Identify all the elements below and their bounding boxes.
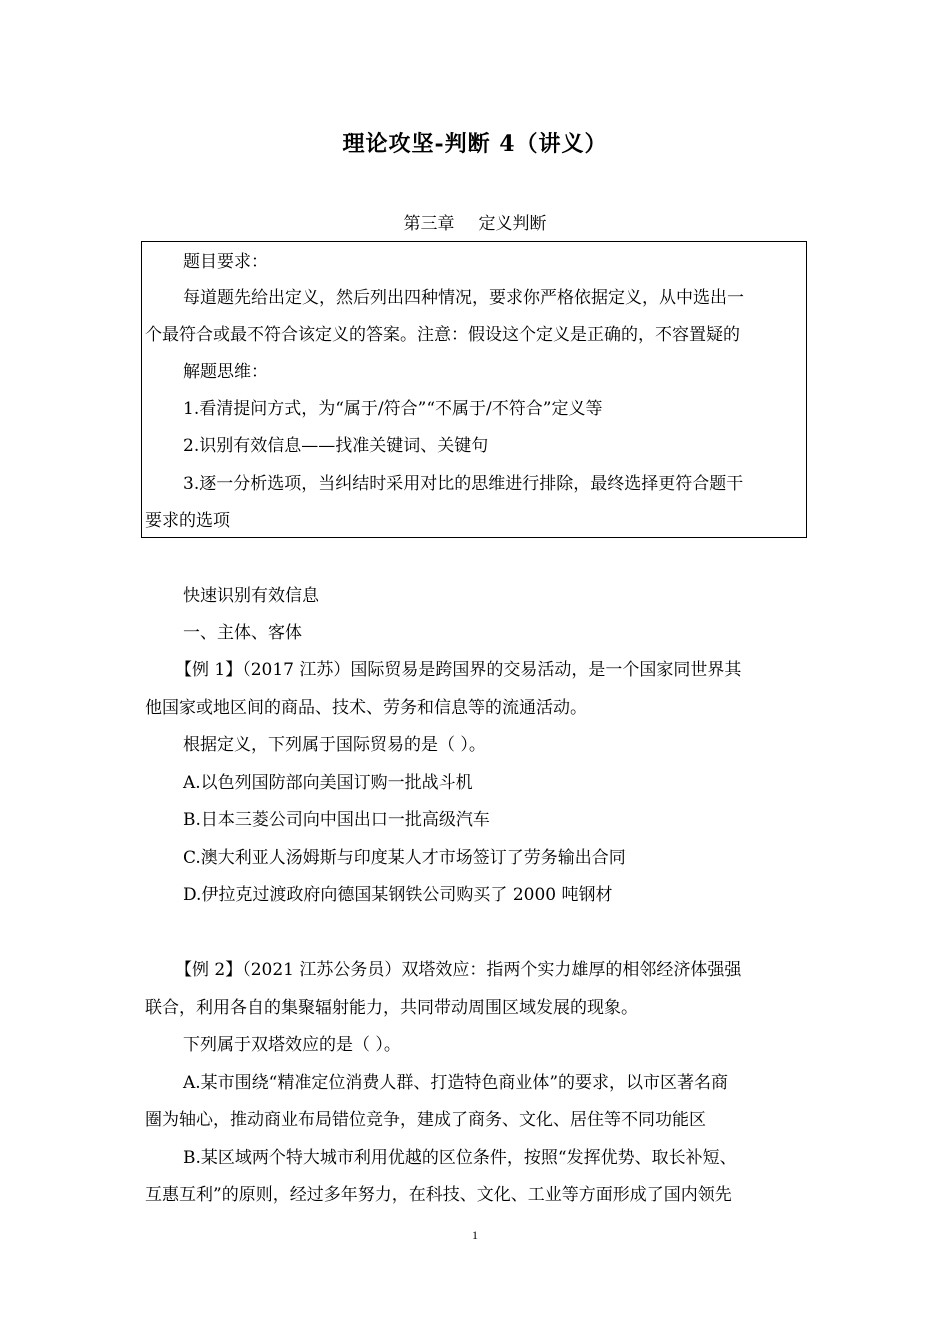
thinking-step-2: 2.识别有效信息——找准关键词、关键句 <box>183 436 489 456</box>
example-2-line2: 联合，利用各自的集聚辐射能力，共同带动周围区域发展的现象。 <box>145 998 638 1018</box>
example-2-question: 下列属于双塔效应的是（ ）。 <box>183 1035 401 1055</box>
example-1-line2: 他国家或地区间的商品、技术、劳务和信息等的流通活动。 <box>145 698 587 718</box>
requirements-desc-line2: 个最符合或最不符合该定义的答案。注意：假设这个定义是正确的，不容置疑的 <box>145 325 740 345</box>
example-1-line1 <box>175 658 741 682</box>
example-2-option-b-line2: 互惠互利”的原则，经过多年努力，在科技、文化、工业等方面形成了国内领先 <box>145 1185 732 1205</box>
example-2-option-b-line1: B.某区域两个特大城市利用优越的区位条件，按照“发挥优势、取长补短、 <box>183 1148 737 1168</box>
example-1-question: 根据定义，下列属于国际贸易的是（ ）。 <box>183 735 486 755</box>
example-2-line1 <box>175 958 741 982</box>
chapter-name: 定义判断 <box>478 214 547 234</box>
page-number: 1 <box>472 1228 478 1242</box>
example-2-option-a-line1: A.某市围绕“精准定位消费人群、打造特色商业体”的要求，以市区著名商 <box>183 1073 729 1093</box>
thinking-step-3-line2: 要求的选项 <box>145 511 230 531</box>
example-1-option-b: B.日本三菱公司向中国出口一批高级汽车 <box>183 810 490 830</box>
example-2-option-a-line2: 圈为轴心，推动商业布局错位竞争，建成了商务、文化、居住等不同功能区 <box>145 1110 706 1130</box>
example-2-label: 【例 2】 <box>175 960 243 980</box>
chapter-number: 第三章 <box>403 214 455 234</box>
example-1-option-a: A.以色列国防部向美国订购一批战斗机 <box>183 773 473 793</box>
requirements-heading: 题目要求： <box>183 252 268 272</box>
example-1-option-d: D.伊拉克过渡政府向德国某钢铁公司购买了 2000 吨钢材 <box>183 885 613 905</box>
chapter-heading <box>0 209 950 234</box>
section-heading: 快速识别有效信息 <box>183 586 319 606</box>
section-subheading: 一、主体、客体 <box>183 623 302 643</box>
thinking-step-3-line1: 3.逐一分析选项，当纠结时采用对比的思维进行排除，最终选择更符合题干 <box>183 474 744 494</box>
requirements-desc-line1: 每道题先给出定义，然后列出四种情况，要求你严格依据定义，从中选出一 <box>183 288 744 308</box>
example-1-text: （2017 江苏）国际贸易是跨国界的交易活动，是一个国家同世界其 <box>242 660 742 680</box>
document-title: 理论攻坚-判断 4（讲义） <box>342 131 608 157</box>
example-1-option-c: C.澳大利亚人汤姆斯与印度某人才市场签订了劳务输出合同 <box>183 848 626 868</box>
example-2-text: （2021 江苏公务员）双塔效应：指两个实力雄厚的相邻经济体强强 <box>242 960 742 980</box>
thinking-heading: 解题思维： <box>183 362 268 382</box>
example-1-label: 【例 1】 <box>175 660 243 680</box>
thinking-step-1: 1.看清提问方式，为“属于/符合”“不属于/不符合”定义等 <box>183 399 603 419</box>
